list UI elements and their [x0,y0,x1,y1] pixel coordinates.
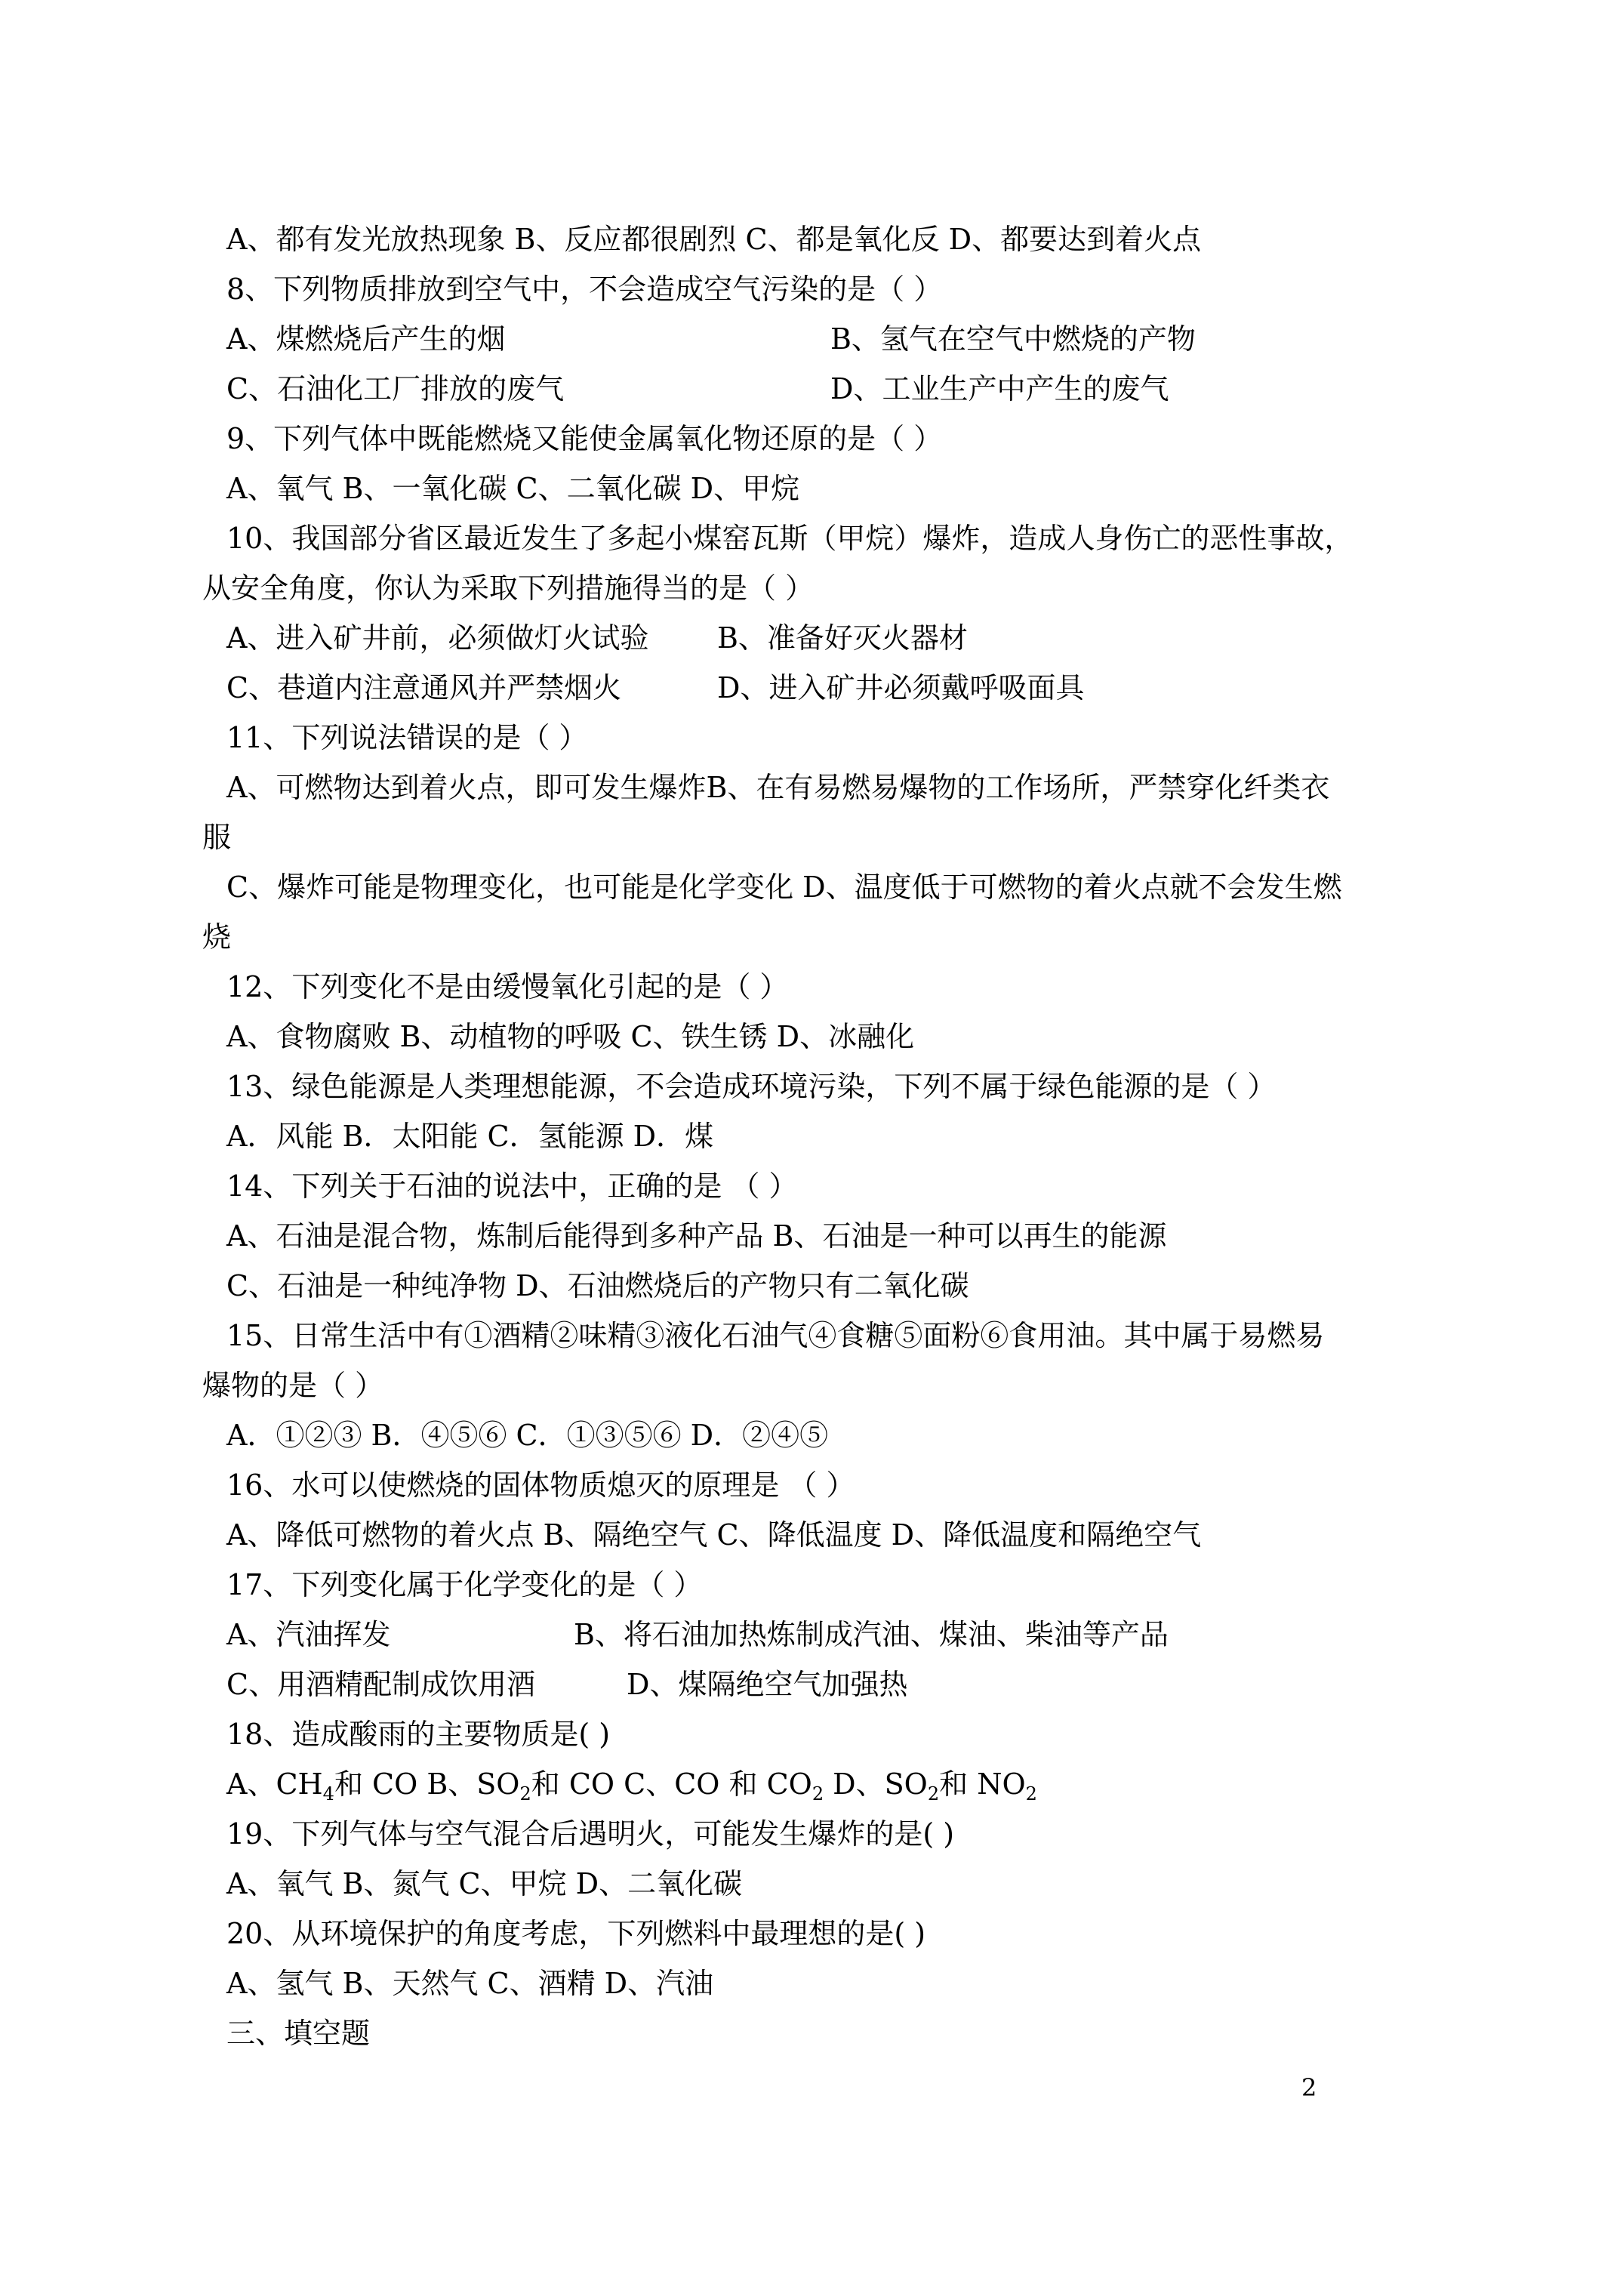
q10-option-d: D、进入矿井必须戴呼吸面具 [717,671,1085,704]
question-17: 17、下列变化属于化学变化的是（ ） [226,1568,703,1601]
q10-options-row2 [226,663,1359,713]
q18-sub-1: 4 [322,1783,334,1804]
question-13: 13、绿色能源是人类理想能源，不会造成环境污染，下列不属于绿色能源的是（ ） [226,1070,1277,1103]
q14-options-row1: A、石油是混合物，炼制后能得到多种产品 B、石油是一种可以再生的能源 [226,1219,1167,1253]
q17-option-b: B、将石油加热炼制成汽油、煤油、柴油等产品 [574,1618,1169,1651]
q8-options-row1 [226,314,1359,364]
q18-text-1: A、CH [226,1767,323,1801]
q11-options-ab: A、可燃物达到着火点，即可发生爆炸B、在有易燃易爆物的工作场所，严禁穿化纤类衣 [226,771,1330,804]
section-heading-fill-in: 三、填空题 [226,2017,371,2050]
q12-options: A、食物腐败 B、动植物的呼吸 C、铁生锈 D、冰融化 [226,1020,915,1053]
question-11: 11、下列说法错误的是（ ） [226,721,588,754]
q17-options-row2 [226,1660,1359,1709]
q7-options: A、都有发光放热现象 B、反应都很剧烈 C、都是氧化反 D、都要达到着火点 [226,223,1202,256]
question-15-line2: 爆物的是（ ） [202,1369,384,1402]
q10-option-a: A、进入矿井前，必须做灯火试验 [226,621,649,655]
question-8: 8、下列物质排放到空气中，不会造成空气污染的是（ ） [226,273,943,306]
question-9: 9、下列气体中既能燃烧又能使金属氧化物还原的是（ ） [226,422,943,455]
q17-option-a: A、汽油挥发 [226,1618,391,1651]
q8-options-row2 [226,364,1359,414]
q18-text-4: D、SO [824,1767,928,1801]
q18-options [226,1759,1359,1809]
q18-text-5: 和 NO [939,1767,1026,1801]
question-10-line1: 10、我国部分省区最近发生了多起小煤窑瓦斯（甲烷）爆炸，造成人身伤亡的恶性事故， [226,522,1354,555]
q18-text-2: 和 CO B、SO [334,1767,520,1801]
question-15-line1: 15、日常生活中有①酒精②味精③液化石油气④食糖⑤面粉⑥食用油。其中属于易燃易 [226,1319,1325,1352]
q11-options-ab-cont: 服 [202,821,232,854]
q17-option-d: D、煤隔绝空气加强热 [627,1668,908,1701]
question-19: 19、下列气体与空气混合后遇明火，可能发生爆炸的是( ) [226,1817,955,1851]
q19-options: A、氧气 B、氮气 C、甲烷 D、二氧化碳 [226,1867,743,1900]
q11-options-cd: C、爆炸可能是物理变化，也可能是化学变化 D、温度低于可燃物的着火点就不会发生燃 [226,871,1342,904]
q18-sub-3: 2 [812,1783,824,1804]
q16-options: A、降低可燃物的着火点 B、隔绝空气 C、降低温度 D、降低温度和隔绝空气 [226,1518,1202,1552]
q14-options-row2: C、石油是一种纯净物 D、石油燃烧后的产物只有二氧化碳 [226,1269,969,1302]
q10-option-b: B、准备好灭火器材 [717,621,968,655]
q10-options-row1 [226,613,1359,663]
question-20: 20、从环境保护的角度考虑，下列燃料中最理想的是( ) [226,1917,926,1950]
q11-options-cd-cont: 烧 [202,920,232,954]
q9-options: A、氧气 B、一氧化碳 C、二氧化碳 D、甲烷 [226,472,800,505]
q17-option-c: C、用酒精配制成饮用酒 [226,1668,536,1701]
q18-text-3: 和 CO C、CO 和 CO [531,1767,812,1801]
question-10-line2: 从安全角度，你认为采取下列措施得当的是（ ） [202,572,815,605]
q13-options: A．风能 B．太阳能 C．氢能源 D．煤 [226,1120,714,1153]
q8-option-a: A、煤燃烧后产生的烟 [226,322,506,356]
question-12: 12、下列变化不是由缓慢氧化引起的是（ ） [226,970,789,1003]
q20-options: A、氢气 B、天然气 C、酒精 D、汽油 [226,1967,714,2000]
q8-option-b: B、氢气在空气中燃烧的产物 [830,322,1196,356]
q8-option-d: D、工业生产中产生的废气 [830,372,1169,405]
q18-sub-5: 2 [1025,1783,1037,1804]
q8-option-c: C、石油化工厂排放的废气 [226,372,565,405]
question-18: 18、造成酸雨的主要物质是( ) [226,1718,611,1751]
q15-options: A．①②③ B．④⑤⑥ C．①③⑤⑥ D．②④⑤ [226,1419,829,1452]
question-16: 16、水可以使燃烧的固体物质熄灭的原理是 （ ） [226,1469,855,1502]
q18-sub-2: 2 [519,1783,531,1804]
page-number: 2 [1301,2073,1317,2102]
q17-options-row1 [226,1610,1359,1660]
question-14: 14、下列关于石油的说法中，正确的是 （ ） [226,1170,798,1203]
q18-sub-4: 2 [927,1783,940,1804]
q10-option-c: C、巷道内注意通风并严禁烟火 [226,671,622,704]
